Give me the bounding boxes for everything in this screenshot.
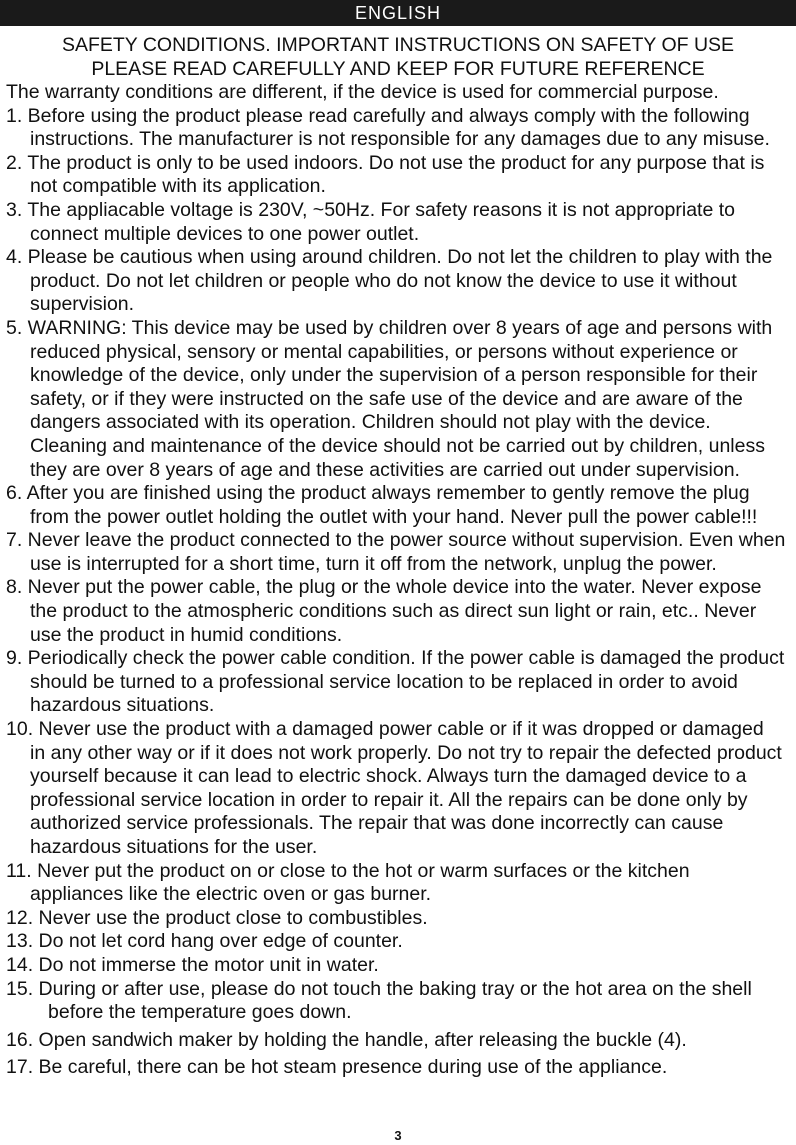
item-line: they are over 8 years of age and these activities are carried out under supervision. <box>30 458 740 481</box>
instruction-item-4 <box>6 246 796 317</box>
item-line: 14. Do not immerse the motor unit in water. <box>6 953 379 976</box>
item-line: 8. Never put the power cable, the plug or the whole device into the water. Never expose <box>6 576 762 599</box>
instruction-item-14 <box>6 954 796 978</box>
item-line: 10. Never use the product with a damaged power cable or if it was dropped or damaged <box>6 718 764 741</box>
safety-subtitle: PLEASE READ CAREFULLY AND KEEP FOR FUTURE REFERENCE <box>91 58 705 80</box>
item-line: not compatible with its application. <box>30 175 326 198</box>
instruction-item-11 <box>6 860 796 907</box>
item-line: supervision. <box>30 293 135 316</box>
item-line: product. Do not let children or people who do not know the device to use it without <box>30 269 737 292</box>
instruction-item-5 <box>6 317 796 482</box>
item-line: safety, or if they were instructed on the safe use of the device and are aware of the <box>30 387 743 410</box>
item-line: reduced physical, sensory or mental capabilities, or persons without experience or <box>30 340 738 363</box>
safety-title: SAFETY CONDITIONS. IMPORTANT INSTRUCTIONS ON SAFETY OF USE <box>61 34 735 56</box>
item-line: 7. Never leave the product connected to the power source without supervision. Even when <box>6 529 786 552</box>
instruction-item-17 <box>6 1056 796 1080</box>
item-line: knowledge of the device, only under the supervision of a person responsible for their <box>30 364 758 387</box>
item-line: Cleaning and maintenance of the device should not be carried out by children, unless <box>30 434 765 457</box>
item-line: 12. Never use the product close to combustibles. <box>6 906 428 929</box>
item-line: appliances like the electric oven or gas burner. <box>30 883 432 906</box>
instructions-body <box>6 81 796 1080</box>
instruction-item-10 <box>6 718 796 860</box>
instruction-item-9 <box>6 647 796 718</box>
item-line: 16. Open sandwich maker by holding the handle, after releasing the buckle (4). <box>6 1028 687 1051</box>
instruction-item-1 <box>6 105 796 152</box>
item-line: 13. Do not let cord hang over edge of counter. <box>6 930 403 953</box>
item-line: authorized service professionals. The repair that was done incorrectly can cause <box>30 812 724 835</box>
instruction-item-13 <box>6 930 796 954</box>
item-line: 15. During or after use, please do not touch the baking tray or the hot area on the shell <box>6 977 752 1000</box>
item-line: 2. The product is only to be used indoors. Do not use the product for any purpose that is <box>6 151 765 174</box>
page-number: 3 <box>394 1128 402 1143</box>
instruction-item-6 <box>6 482 796 529</box>
item-line: professional service location in order to repair it. All the repairs can be done only by <box>30 788 748 811</box>
item-line: 5. WARNING: This device may be used by children over 8 years of age and persons with <box>6 316 773 339</box>
item-line: yourself because it can lead to electric shock. Always turn the damaged device to a <box>30 765 747 788</box>
item-line: 6. After you are finished using the product always remember to gently remove the plug <box>6 482 750 505</box>
instruction-item-3 <box>6 199 796 246</box>
item-line: in any other way or if it does not work properly. Do not try to repair the defected product <box>30 741 782 764</box>
item-line: 3. The appliacable voltage is 230V, ~50Hz. For safety reasons it is not appropriate to <box>6 198 735 221</box>
item-line: use the product in humid conditions. <box>30 623 343 646</box>
item-line: instructions. The manufacturer is not responsible for any damages due to any misuse. <box>30 128 770 151</box>
item-line: dangers associated with its operation. Children should not play with the device. <box>30 411 711 434</box>
item-line: hazardous situations. <box>30 694 215 717</box>
item-line: hazardous situations for the user. <box>30 836 318 858</box>
item-line: 17. Be careful, there can be hot steam presence during use of the appliance. <box>6 1056 668 1079</box>
item-line: should be turned to a professional service location to be replaced in order to avoid <box>30 670 738 693</box>
item-line: the product to the atmospheric conditions such as direct sun light or rain, etc.. Never <box>30 600 757 623</box>
intro-text: The warranty conditions are different, if the device is used for commercial purpose. <box>6 81 719 103</box>
language-header: ENGLISH <box>0 0 796 26</box>
instruction-item-12 <box>6 907 796 931</box>
item-line: use is interrupted for a short time, turn it off from the network, unplug the power. <box>30 552 717 575</box>
instruction-item-8 <box>6 576 796 647</box>
item-line: connect multiple devices to one power outlet. <box>30 222 420 245</box>
item-line: 4. Please be cautious when using around children. Do not let the children to play with the <box>6 246 773 269</box>
item-line: from the power outlet holding the outlet with your hand. Never pull the power cable!!! <box>30 505 758 528</box>
item-line: 1. Before using the product please read carefully and always comply with the following <box>6 104 750 127</box>
instruction-item-2 <box>6 152 796 199</box>
instruction-item-15 <box>6 978 796 1025</box>
item-line: before the temperature goes down. <box>48 1001 352 1024</box>
instruction-item-16 <box>6 1029 796 1053</box>
item-line: 11. Never put the product on or close to the hot or warm surfaces or the kitchen <box>6 859 690 882</box>
instruction-item-7 <box>6 529 796 576</box>
item-line: 9. Periodically check the power cable condition. If the power cable is damaged the product <box>6 647 785 670</box>
